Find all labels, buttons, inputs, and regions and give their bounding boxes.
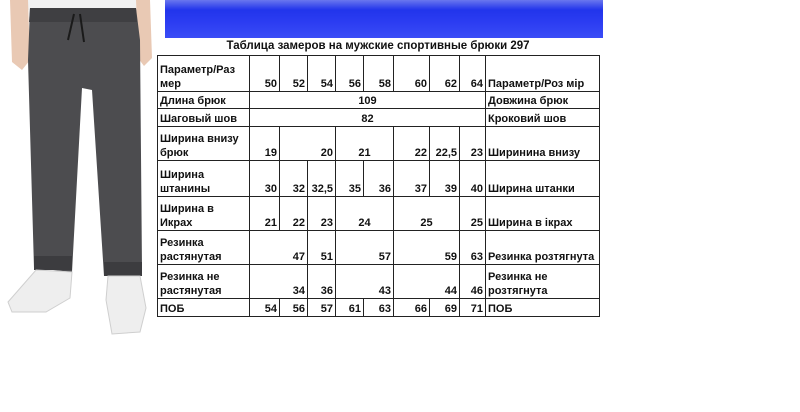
table-title: Таблица замеров на мужские спортивные брюки 297	[226, 40, 530, 52]
row-label-ru: Резинка не растянутая	[158, 265, 250, 299]
cell-value: 54	[250, 299, 280, 317]
cell-value: 46	[460, 265, 486, 299]
cell-value: 82	[250, 109, 486, 127]
cell-value: 43	[336, 265, 394, 299]
cell-value: 22,5	[430, 127, 460, 161]
blue-header-bar	[165, 0, 603, 38]
cell-value: 62	[430, 56, 460, 92]
cell-value: 71	[460, 299, 486, 317]
cell-value: 63	[364, 299, 394, 317]
row-label-ua: Параметр/Роз мір	[486, 56, 600, 92]
cell-value: 64	[460, 56, 486, 92]
row-label-ru: Ширина внизу брюк	[158, 127, 250, 161]
row-label-ua: Резинка не розтягнута	[486, 265, 600, 299]
cell-value: 56	[336, 56, 364, 92]
row-label-ua: Ширина в ікрах	[486, 197, 600, 231]
table-row	[158, 161, 600, 197]
row-label-ua: Ширинина внизу	[486, 127, 600, 161]
cell-value: 22	[280, 197, 308, 231]
cell-value: 34	[250, 265, 308, 299]
row-label-ua: ПОБ	[486, 299, 600, 317]
cell-value: 36	[308, 265, 336, 299]
cell-value: 51	[308, 231, 336, 265]
cell-value: 36	[364, 161, 394, 197]
cell-value: 24	[336, 197, 394, 231]
cell-value: 23	[308, 197, 336, 231]
row-label-ua: Резинка розтягнута	[486, 231, 600, 265]
cell-value: 37	[394, 161, 430, 197]
row-label-ua: Довжина брюк	[486, 92, 600, 109]
cell-value: 50	[250, 56, 280, 92]
cell-value: 22	[394, 127, 430, 161]
cell-value: 25	[394, 197, 460, 231]
cell-value: 109	[250, 92, 486, 109]
cell-value: 25	[460, 197, 486, 231]
table-row	[158, 231, 600, 265]
table-row	[158, 299, 600, 317]
cell-value: 58	[364, 56, 394, 92]
cell-value: 32,5	[308, 161, 336, 197]
cell-value: 54	[308, 56, 336, 92]
cell-value: 66	[394, 299, 430, 317]
cell-value: 61	[336, 299, 364, 317]
cell-value: 32	[280, 161, 308, 197]
size-table	[157, 55, 600, 317]
row-label-ru: Резинка растянутая	[158, 231, 250, 265]
cell-value: 40	[460, 161, 486, 197]
cell-value: 52	[280, 56, 308, 92]
cell-value: 23	[460, 127, 486, 161]
row-label-ua: Кроковий шов	[486, 109, 600, 127]
cell-value: 44	[394, 265, 460, 299]
cell-value: 47	[250, 231, 308, 265]
size-chart	[157, 38, 599, 315]
row-label-ru: Ширина штанины	[158, 161, 250, 197]
table-row	[158, 92, 600, 109]
cell-value: 20	[280, 127, 336, 161]
cell-value: 35	[336, 161, 364, 197]
cell-value: 30	[250, 161, 280, 197]
cell-value: 63	[460, 231, 486, 265]
row-label-ru: ПОБ	[158, 299, 250, 317]
cell-value: 56	[280, 299, 308, 317]
row-label-ru: Шаговый шов	[158, 109, 250, 127]
table-row	[158, 56, 600, 92]
cell-value: 60	[394, 56, 430, 92]
model-pants-photo	[0, 0, 160, 345]
row-label-ru: Параметр/Раз мер	[158, 56, 250, 92]
row-label-ua: Ширина штанки	[486, 161, 600, 197]
cell-value: 69	[430, 299, 460, 317]
cell-value: 19	[250, 127, 280, 161]
cell-value: 57	[336, 231, 394, 265]
table-row	[158, 127, 600, 161]
cell-value: 59	[394, 231, 460, 265]
table-row	[158, 265, 600, 299]
row-label-ru: Ширина в Икрах	[158, 197, 250, 231]
row-label-ru: Длина брюк	[158, 92, 250, 109]
cell-value: 39	[430, 161, 460, 197]
table-row	[158, 109, 600, 127]
table-row	[158, 197, 600, 231]
cell-value: 21	[336, 127, 394, 161]
cell-value: 57	[308, 299, 336, 317]
cell-value: 21	[250, 197, 280, 231]
